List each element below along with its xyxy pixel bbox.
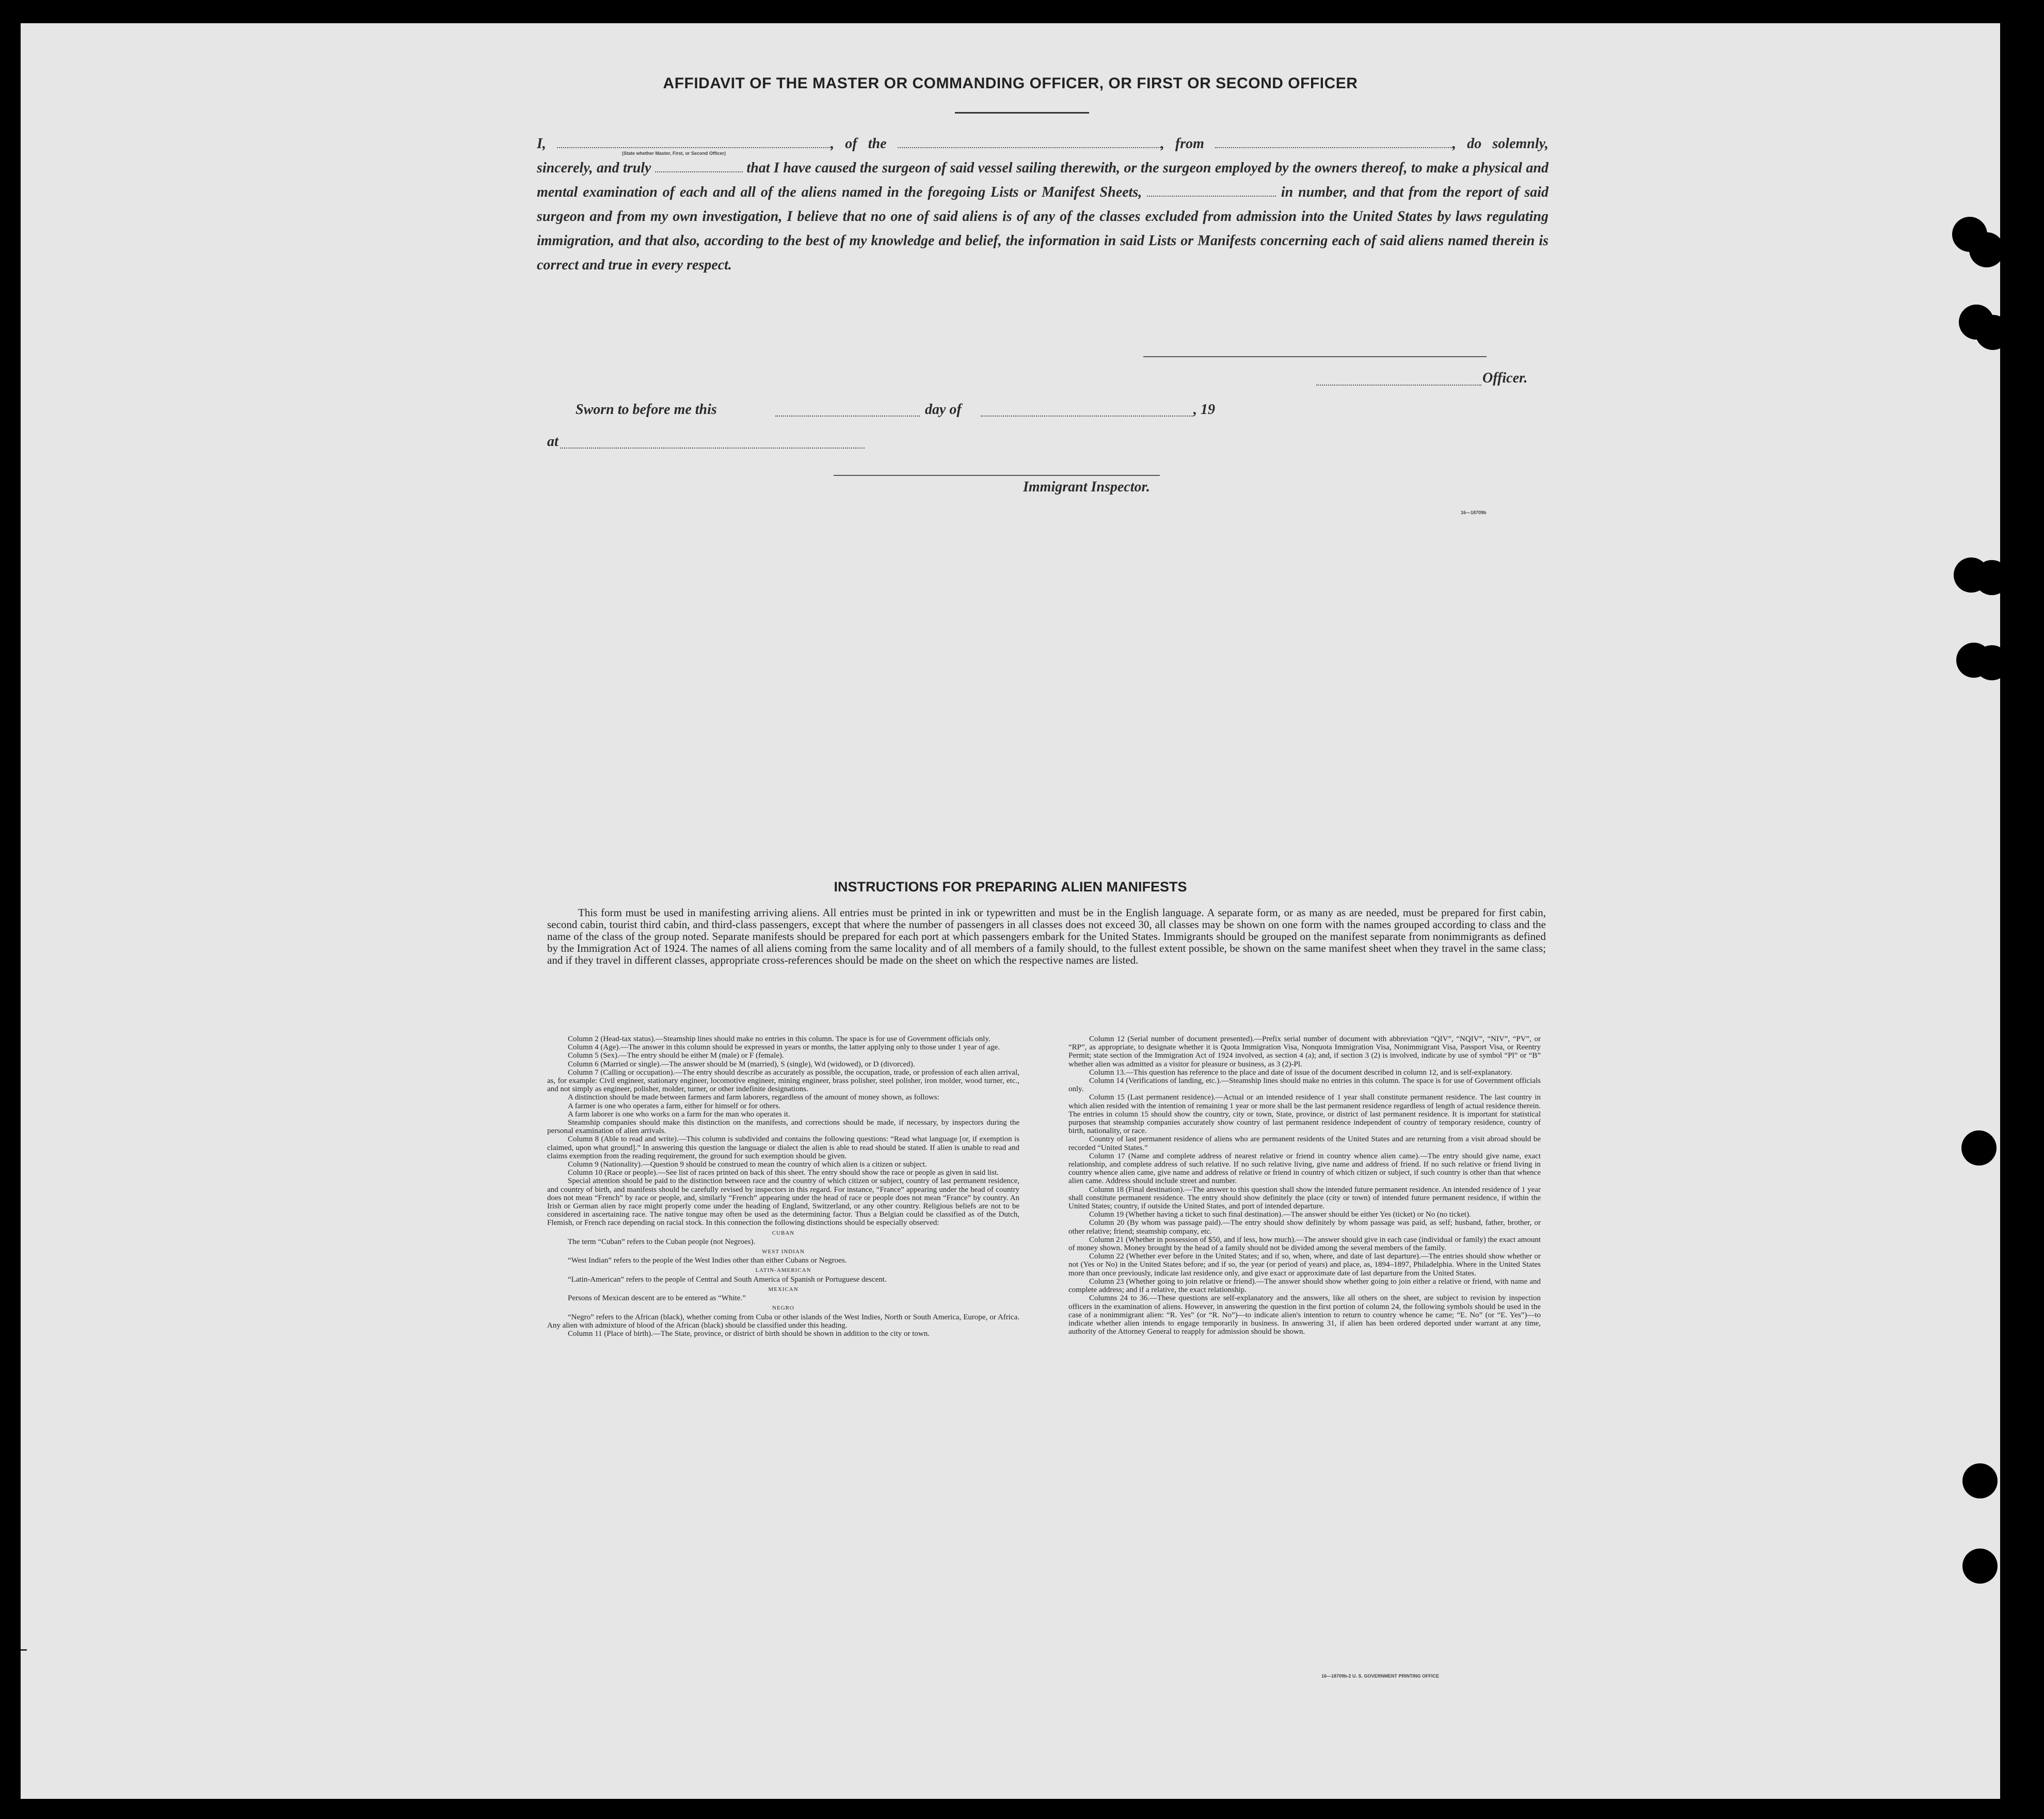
officer-signature-dotline[interactable] bbox=[1316, 385, 1481, 386]
heading-latin-american: LATIN-AMERICAN bbox=[755, 1267, 811, 1274]
steamship-text: Steamship companies should make this distinction on the manifests, and corrections should be made, if necessary, by inspectors during the personal examination of alien arrivals. bbox=[547, 1119, 1019, 1136]
col14-text: Column 14 (Verifications of landing, etc.).—Steamship lines should make no entries in this column. The space is for use of Government officials only. bbox=[1068, 1077, 1541, 1094]
col11-text: Column 11 (Place of birth).—The State, province, or district of birth should be shown in addition to the city or town. bbox=[568, 1329, 930, 1338]
title-rule bbox=[955, 112, 1089, 114]
inspector-signature-line[interactable] bbox=[834, 475, 1160, 476]
sworn-day-field[interactable] bbox=[775, 416, 920, 417]
day-of-label: day of bbox=[925, 402, 962, 418]
mexican-text: Persons of Mexican descent are to be entered as “White.” bbox=[568, 1294, 746, 1303]
col6-text: Column 6 (Married or single).—The answer should be M (married), S (single), Wd (widowed), or D (divorced). bbox=[568, 1060, 915, 1068]
form-number: 16—18709b bbox=[1461, 510, 1487, 515]
col21-text: Column 21 (Whether in possession of $50, and if less, how much).—The answer should give in each case (individual or family) the exact amount of money shown. Money brought by the head of a family should not be divided among the several members of the family. bbox=[1068, 1235, 1541, 1253]
col13-text: Column 13.—This question has reference to the place and date of issue of the document described in column 12, and is self-explanatory. bbox=[1089, 1068, 1512, 1077]
punch-hole bbox=[1975, 315, 2010, 350]
col12-text: Column 12 (Serial number of document presented).—Prefix serial number of document with abbreviation “QIV”, “NQIV”, “NIV”, “PV”, or “RP”, as appropriate, to designate whether it is Quota Immigration Visa, Nonquota Immigration Visa, Nonimmigrant Visa, Passport Visa, or Reentry Permit; state section of the Immigration Act of 1924 involved, as section 4 (a); and, if section 3 (2) is involved, indicate by use of symbol “Pl” or “B” whether alien was admitted as a visitor for pleasure or business, as 3 (2)-Pl. bbox=[1068, 1035, 1541, 1068]
heading-mexican: MEXICAN bbox=[768, 1286, 799, 1293]
col22-text: Column 22 (Whether ever before in the United States; and if so, when, where, and date of last departure).—The entries should show whether or not (Yes or No) in the United States before; and if so, the year (or period of years) and place, as, 1894–1897, Philadelphia. Where in the United States more than once previously, indicate last residence only, and give exact or approximate date of last departure from the United States. bbox=[1068, 1252, 1541, 1278]
affidavit-part1: that I have caused the surgeon of said vessel sailing therewith, or the surgeon employed by the owners thereof, to make a physical and mental examination of each and all of the aliens named in the foregoing Lists or Manifest Sheets, bbox=[537, 160, 1549, 200]
port-from-field[interactable] bbox=[1215, 136, 1452, 148]
col18-text: Column 18 (Final destination).—The answer to this question shall show the intended future permanent residence. An intended residence of 1 year shall constitute permanent residence. The entry should show definitely the place (city or town) of intended future permanent residence, if within the United States; country, if outside the United States, and port of intended departure. bbox=[1068, 1185, 1541, 1211]
vessel-name-field[interactable] bbox=[898, 136, 1161, 148]
col23-text: Column 23 (Whether going to join relative or friend).—The answer should show whether going to join either a relative or friend, with name and complete address; and if a relative, the exact relationship. bbox=[1068, 1277, 1541, 1295]
col9-text: Column 9 (Nationality).—Question 9 should be construed to mean the country of which alien is a citizen or subject. bbox=[568, 1160, 927, 1169]
officer-rank-field[interactable] bbox=[557, 136, 831, 148]
affidavit-from: , from bbox=[1160, 136, 1204, 152]
affidavit-solemnly: solemnly, sincerely, and truly bbox=[537, 136, 1549, 176]
affidavit-of-the: , of the bbox=[831, 136, 887, 152]
officer-signature-line[interactable] bbox=[1143, 356, 1487, 357]
col4-text: Column 4 (Age).—The answer in this column should be expressed in years or months, the latter applying only to those under 1 year of age. bbox=[568, 1043, 1000, 1052]
col24-36-text: Columns 24 to 36.—These questions are self-explanatory and the answers, like all others on the sheet, are subject to revision by inspection officers in the examination of aliens. However, in answering the question in the first portion of column 24, the following symbols should be used in the case of a nonimmigrant alien: “R. Yes” (or “R. No”)—to indicate alien's intention to return to country whence he came; “E. No” (or “E. Yes”)—to indicate whether alien intends to engage temporarily in business. In answering 31, if alien has been ordered deported under warrant at any time, authority of the Attorney General to reapply for admission should be shown. bbox=[1068, 1294, 1541, 1336]
col17-text: Column 17 (Name and complete address of nearest relative or friend in country whence alien came).—The entry should give name, exact relationship, and complete address of such relative. If no such relative living, give name and address of friend. If no such relative or friend living in country whence alien came, give name and address of relative or friend in country of which citizen or subject, if such country is other than that whence alien came. Address should include street and number. bbox=[1068, 1152, 1541, 1186]
affidavit-do: , do bbox=[1452, 136, 1482, 152]
heading-west-indian: WEST INDIAN bbox=[762, 1249, 805, 1255]
farm-laborer-text: A farm laborer is one who works on a farm for the man who operates it. bbox=[568, 1110, 790, 1119]
country-residence-text: Country of last permanent residence of aliens who are permanent residents of the United States and are returning from a visit abroad should be recorded “United States.” bbox=[1068, 1135, 1541, 1152]
instructions-left-column bbox=[547, 1035, 1019, 1338]
instructions-intro: This form must be used in manifesting arriving aliens. All entries must be printed in ink or typewritten and must be in the English language. A separate form, or as many as are needed, must be prepared for first cabin, second cabin, tourist third cabin, and third-class passengers, except that where the number of passengers in all classes does not exceed 30, all classes may be shown on one form with the names grouped according to class and the name of the class of the group noted. Separate manifests should be prepared for each port at which passengers embark for the United States. Immigrants should be grouped on the manifest separate from nonimmigrants as defined by the Immigration Act of 1924. The names of all aliens coming from the same locality and of all members of a family should, to the fullest extent possible, be shown on the same manifest sheet when they travel in the same class; and if they travel in different classes, appropriate cross-references should be made on the sheet on which the respective names are listed. bbox=[547, 906, 1546, 966]
sworn-label: Sworn to before me this bbox=[576, 402, 717, 418]
affidavit-i: I, bbox=[537, 136, 546, 152]
col8-text: Column 8 (Able to read and write).—This column is subdivided and contains the following questions: “Read what language [or, if exemption is claimed, upon what ground].” In answering this question the language or dialect the alien is able to read should be stated. If alien is unable to read and claims exemption from the reading requirement, the ground for such exemption should be given. bbox=[547, 1135, 1019, 1160]
instructions-title: INSTRUCTIONS FOR PREPARING ALIEN MANIFESTS bbox=[834, 879, 1187, 895]
punch-hole bbox=[1962, 1463, 1998, 1498]
heading-negro: NEGRO bbox=[772, 1305, 794, 1312]
sheet-count-field[interactable] bbox=[1147, 184, 1276, 197]
col20-text: Column 20 (By whom was passage paid).—The entry should show definitely by whom passage was paid, as self; husband, father, brother, or other relative; friend; steamship company, etc. bbox=[1068, 1219, 1541, 1236]
punch-hole bbox=[1962, 1549, 1998, 1584]
affidavit-part2: in number, and that from the report of said surgeon and from my own investigation, I believe that no one of said aliens is of any of the classes excluded from admission into the United States by laws regulating immigration, and that also, according to the best of my knowledge and belief, the information in said Lists or Manifests concerning each of said aliens named therein is correct and true in every respect. bbox=[537, 184, 1549, 273]
swear-affirm-field[interactable] bbox=[655, 160, 743, 172]
distinction-text: A distinction should be made between farmers and farm laborers, regardless of the amount of money shown, as follows: bbox=[568, 1093, 939, 1102]
manifest-sheet bbox=[21, 23, 2000, 1799]
affidavit-title: AFFIDAVIT OF THE MASTER OR COMMANDING OFFICER, OR FIRST OR SECOND OFFICER bbox=[663, 75, 1358, 92]
instructions-right-column bbox=[1068, 1035, 1541, 1336]
special-attention-text: Special attention should be paid to the distinction between race and the country of which citizen or subject, country of last permanent residence, and country of birth, and manifests should be carefully revised by inspectors in this regard. For instance, “France” appearing under the head of country does not mean “French” by race or people, and, similarly “French” appearing under the head of race or people does not mean “France” by country. An Irish or German alien by race might properly come under the heading of England, Switzerland, or any other country. Religious beliefs are not to be considered in ascertaining race. The native tongue may often be used as the determining factor. Thus a Belgian could be classified as of the Dutch, Flemish, or French race depending on racial stock. In this connection the following distinctions should be especially observed: bbox=[547, 1177, 1019, 1227]
punch-hole bbox=[1969, 232, 2004, 267]
at-label: at bbox=[547, 434, 558, 450]
officer-label: Officer. bbox=[1482, 370, 1528, 386]
col15-text: Column 15 (Last permanent residence).—Actual or an intended residence of 1 year shall constitute permanent residence. The last country in which alien resided with the intention of remaining 1 year or more shall be the last permanent residence regardless of length of actual residence therein. The entries in column 15 should show the country, city or town, State, province, or district of last permanent residence. It is important for statistical purposes that steamship companies accurately show country of last permanent residence independent of country of temporary residence, country of birth, nationality, or race. bbox=[1068, 1093, 1541, 1136]
punch-hole bbox=[1961, 1130, 1997, 1166]
col10-text: Column 10 (Race or people).—See list of races printed on back of this sheet. The entry should show the race or people as given in said list. bbox=[568, 1169, 999, 1177]
sworn-place-field[interactable] bbox=[560, 448, 865, 449]
latin-american-text: “Latin-American” refers to the people of Central and South America of Spanish or Portuguese descent. bbox=[568, 1275, 887, 1284]
officer-rank-note: (State whether Master, First, or Second Officer) bbox=[622, 151, 726, 156]
heading-cuban: CUBAN bbox=[772, 1230, 795, 1236]
negro-text: “Negro” refers to the African (black), whether coming from Cuba or other islands of the West Indies, North or South America, Europe, or Africa. Any alien with admixture of blood of the African (black) should be classified under this heading. bbox=[547, 1313, 1019, 1330]
sworn-month-field[interactable] bbox=[981, 416, 1193, 417]
col5-text: Column 5 (Sex).—The entry should be either M (male) or F (female). bbox=[568, 1051, 784, 1060]
year-label: , 19 bbox=[1193, 402, 1215, 418]
punch-hole bbox=[1974, 560, 2009, 595]
edge-mark bbox=[21, 1649, 27, 1651]
inspector-label: Immigrant Inspector. bbox=[1023, 479, 1150, 495]
col2-text: Column 2 (Head-tax status).—Steamship lines should make no entries in this column. The space is for use of Government officials only. bbox=[568, 1035, 991, 1043]
farmer-text: A farmer is one who operates a farm, either for himself or for others. bbox=[568, 1102, 780, 1110]
col19-text: Column 19 (Whether having a ticket to such final destination).—The answer should be either Yes (ticket) or No (no ticket). bbox=[1089, 1210, 1471, 1219]
printing-office-footer: 16—18709b-2 U. S. GOVERNMENT PRINTING OFFICE bbox=[1321, 1673, 1440, 1679]
cuban-text: The term “Cuban” refers to the Cuban people (not Negroes). bbox=[568, 1237, 756, 1246]
west-indian-text: “West Indian” refers to the people of the West Indies other than either Cubans or Negroes. bbox=[568, 1256, 847, 1265]
col7-text: Column 7 (Calling or occupation).—The entry should describe as accurately as possible, the occupation, trade, or profession of each alien arrival, as, for example: Civil engineer, stationary engineer, locomotive engineer, mining engineer, brass polisher, steel polisher, iron molder, wood turner, etc., and not simply as engineer, polisher, molder, turner, or other indefinite designations. bbox=[547, 1068, 1019, 1094]
punch-hole bbox=[1974, 645, 2009, 680]
